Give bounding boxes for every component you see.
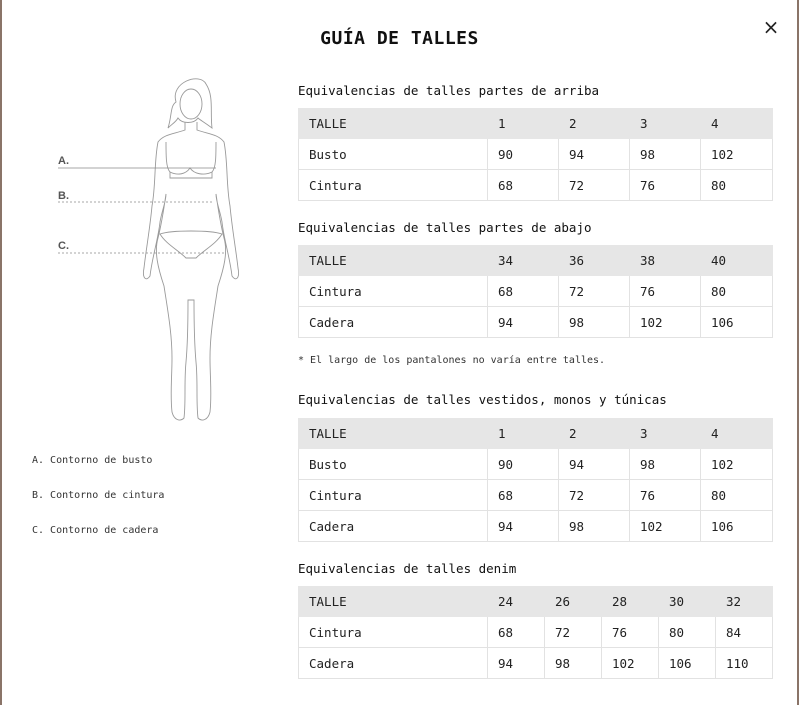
figure-label-c: C. bbox=[58, 240, 69, 252]
table-cell: TALLE bbox=[299, 419, 488, 449]
table-row bbox=[299, 307, 773, 338]
table-cell: 80 bbox=[701, 276, 773, 307]
table-cell: 32 bbox=[716, 587, 773, 617]
background-edge bbox=[799, 0, 803, 705]
section-title-tops: Equivalencias de talles partes de arriba bbox=[298, 83, 600, 98]
table-cell: 102 bbox=[701, 139, 773, 170]
table-row bbox=[299, 480, 773, 511]
table-cell: 98 bbox=[559, 307, 630, 338]
table-cell: 94 bbox=[488, 307, 559, 338]
table-cell: Cadera bbox=[299, 648, 488, 679]
table-row bbox=[299, 617, 773, 648]
legend-item: C. Contorno de cadera bbox=[32, 525, 159, 536]
table-cell: 102 bbox=[630, 307, 701, 338]
table-cell: 4 bbox=[701, 109, 773, 139]
size-guide-modal bbox=[2, 0, 797, 705]
close-icon[interactable]: × bbox=[762, 15, 780, 39]
table-cell: TALLE bbox=[299, 109, 488, 139]
size-table-denim bbox=[298, 586, 773, 679]
table-cell: 90 bbox=[488, 449, 559, 480]
table-cell: 94 bbox=[559, 139, 630, 170]
table-cell: 76 bbox=[630, 480, 701, 511]
table-cell: 40 bbox=[701, 246, 773, 276]
table-cell: 76 bbox=[602, 617, 659, 648]
table-cell: 1 bbox=[488, 419, 559, 449]
table-row bbox=[299, 276, 773, 307]
table-cell: 72 bbox=[559, 480, 630, 511]
table-cell: 94 bbox=[488, 648, 545, 679]
table-cell: 34 bbox=[488, 246, 559, 276]
table-cell: 106 bbox=[701, 307, 773, 338]
table-cell: 94 bbox=[488, 511, 559, 542]
table-cell: 98 bbox=[559, 511, 630, 542]
table-header-row bbox=[299, 109, 773, 139]
table-cell: 1 bbox=[488, 109, 559, 139]
table-cell: Cintura bbox=[299, 480, 488, 511]
table-cell: 68 bbox=[488, 276, 559, 307]
section-title-bottoms: Equivalencias de talles partes de abajo bbox=[298, 220, 592, 235]
table-row bbox=[299, 170, 773, 201]
table-cell: 76 bbox=[630, 170, 701, 201]
table-cell: Cadera bbox=[299, 307, 488, 338]
table-cell: 3 bbox=[630, 419, 701, 449]
table-header-row bbox=[299, 246, 773, 276]
trousers-length-note: * El largo de los pantalones no varía entre talles. bbox=[298, 355, 606, 366]
legend-item: B. Contorno de cintura bbox=[32, 490, 165, 501]
table-cell: TALLE bbox=[299, 587, 488, 617]
figure-label-b: B. bbox=[58, 190, 69, 202]
table-cell: 38 bbox=[630, 246, 701, 276]
table-row bbox=[299, 449, 773, 480]
table-cell: 24 bbox=[488, 587, 545, 617]
table-cell: Busto bbox=[299, 449, 488, 480]
table-cell: Busto bbox=[299, 139, 488, 170]
table-cell: 76 bbox=[630, 276, 701, 307]
table-row bbox=[299, 139, 773, 170]
legend-item: A. Contorno de busto bbox=[32, 455, 153, 466]
measurement-legend bbox=[32, 455, 164, 560]
table-cell: 36 bbox=[559, 246, 630, 276]
table-header-row bbox=[299, 419, 773, 449]
section-title-dresses: Equivalencias de talles vestidos, monos y túnicas bbox=[298, 392, 667, 407]
table-cell: 30 bbox=[659, 587, 716, 617]
table-cell: 68 bbox=[488, 480, 559, 511]
table-cell: 84 bbox=[716, 617, 773, 648]
size-table-bottoms bbox=[298, 245, 773, 338]
table-cell: 80 bbox=[659, 617, 716, 648]
table-cell: 72 bbox=[545, 617, 602, 648]
table-cell: 110 bbox=[716, 648, 773, 679]
table-cell: 68 bbox=[488, 170, 559, 201]
table-cell: 94 bbox=[559, 449, 630, 480]
table-cell: 102 bbox=[602, 648, 659, 679]
table-cell: 2 bbox=[559, 419, 630, 449]
table-cell: 102 bbox=[701, 449, 773, 480]
table-cell: 98 bbox=[630, 139, 701, 170]
table-cell: 106 bbox=[659, 648, 716, 679]
table-cell: 26 bbox=[545, 587, 602, 617]
size-table-tops bbox=[298, 108, 773, 201]
table-cell: Cintura bbox=[299, 617, 488, 648]
table-row bbox=[299, 648, 773, 679]
modal-title: GUÍA DE TALLES bbox=[320, 28, 479, 49]
table-cell: 3 bbox=[630, 109, 701, 139]
section-title-denim: Equivalencias de talles denim bbox=[298, 561, 517, 576]
table-cell: 102 bbox=[630, 511, 701, 542]
table-cell: 4 bbox=[701, 419, 773, 449]
table-cell: 72 bbox=[559, 170, 630, 201]
table-cell: 98 bbox=[630, 449, 701, 480]
table-cell: 98 bbox=[545, 648, 602, 679]
table-cell: 80 bbox=[701, 480, 773, 511]
table-cell: TALLE bbox=[299, 246, 488, 276]
table-cell: 2 bbox=[559, 109, 630, 139]
table-row bbox=[299, 511, 773, 542]
table-cell: 80 bbox=[701, 170, 773, 201]
table-cell: 28 bbox=[602, 587, 659, 617]
table-header-row bbox=[299, 587, 773, 617]
body-measurement-figure bbox=[54, 72, 254, 428]
figure-label-a: A. bbox=[58, 155, 69, 167]
table-cell: 90 bbox=[488, 139, 559, 170]
table-cell: 72 bbox=[559, 276, 630, 307]
size-table-dresses bbox=[298, 418, 773, 542]
table-cell: Cadera bbox=[299, 511, 488, 542]
table-cell: Cintura bbox=[299, 276, 488, 307]
table-cell: 68 bbox=[488, 617, 545, 648]
table-cell: 106 bbox=[701, 511, 773, 542]
table-cell: Cintura bbox=[299, 170, 488, 201]
